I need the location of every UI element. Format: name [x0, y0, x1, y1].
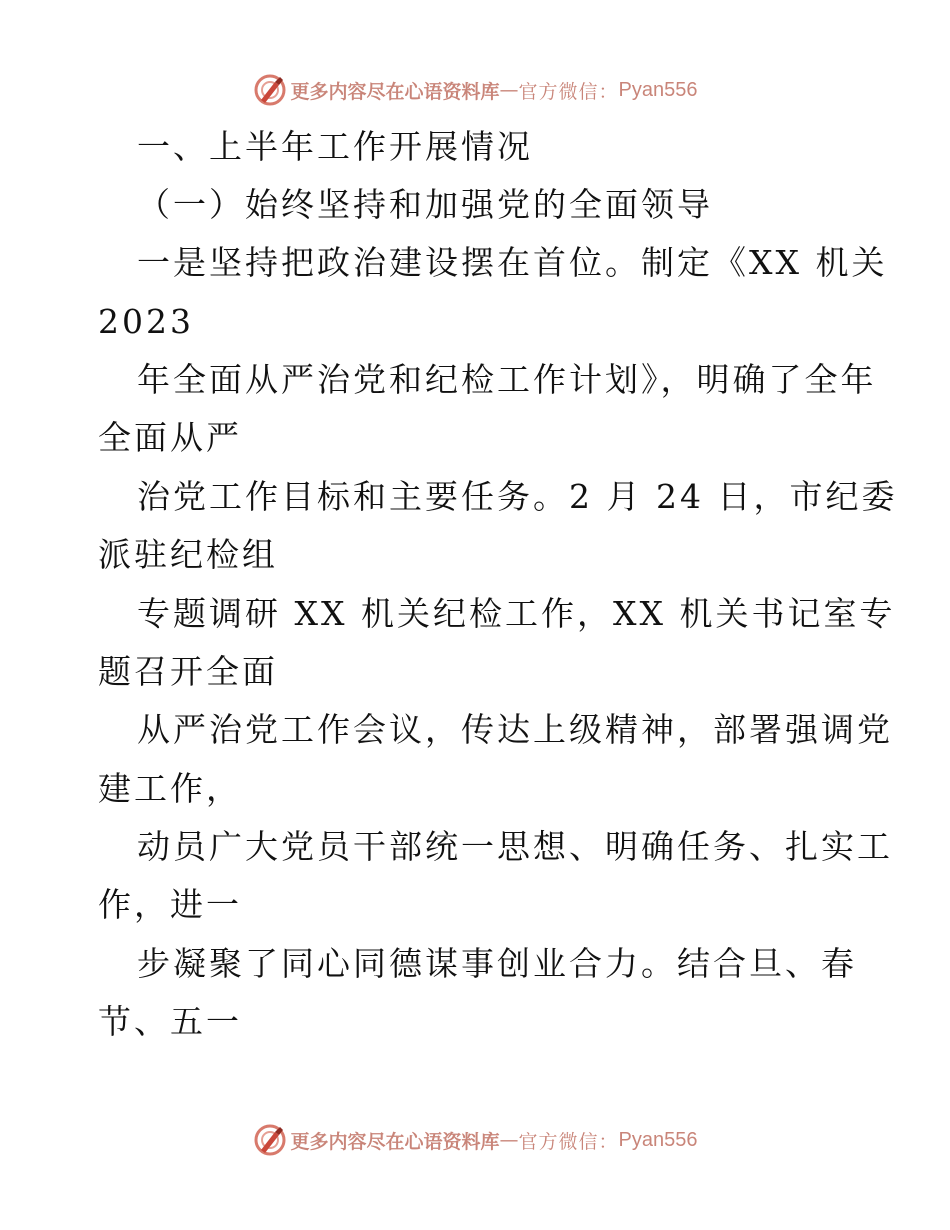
watermark-contact-label: 官方微信： — [518, 80, 619, 103]
paragraph-line: 题召开全面 — [98, 652, 278, 691]
watermark-title: 更多内容尽在心语资料库 — [290, 80, 500, 103]
paragraph-line: 派驻纪检组 — [98, 535, 278, 574]
pen-logo-icon — [253, 73, 287, 107]
header-watermark — [0, 70, 950, 110]
paragraph-line: 作，进一 — [98, 885, 242, 924]
paragraph-line: 从严治党工作会议，传达上级精神，部署强调党 — [137, 710, 893, 749]
paragraph-line: 建工作， — [98, 769, 242, 808]
watermark-separator: — — [499, 79, 519, 101]
paragraph-line: 年全面从严治党和纪检工作计划》，明确了全年 — [137, 360, 877, 399]
section-heading: 一、上半年工作开展情况 — [137, 127, 533, 166]
paragraph-line: 步凝聚了同心同德谋事创业合力。结合旦、春 — [137, 944, 857, 983]
watermark-contact-label: 官方微信： — [518, 1130, 619, 1153]
paragraph-line: 治党工作目标和主要任务。2 月 24 日，市纪委 — [137, 477, 898, 516]
footer-watermark — [0, 1120, 950, 1160]
watermark-separator: — — [499, 1129, 519, 1151]
paragraph-line: 专题调研 XX 机关纪检工作，XX 机关书记室专 — [137, 594, 896, 633]
paragraph-line: 动员广大党员干部统一思想、明确任务、扎实工 — [137, 827, 893, 866]
paragraph-line: 节、五一 — [98, 1002, 242, 1041]
paragraph-line: 全面从严 — [98, 418, 242, 457]
pen-logo-icon — [253, 1123, 287, 1157]
subsection-heading: （一）始终坚持和加强党的全面领导 — [137, 185, 713, 224]
watermark-contact-id: Pyan556 — [618, 1128, 698, 1151]
watermark-title: 更多内容尽在心语资料库 — [290, 1130, 500, 1153]
paragraph-line: 2023 — [98, 302, 194, 341]
paragraph-line: 一是坚持把政治建设摆在首位。制定《XX 机关 — [137, 243, 888, 282]
watermark-contact-id: Pyan556 — [618, 78, 698, 101]
